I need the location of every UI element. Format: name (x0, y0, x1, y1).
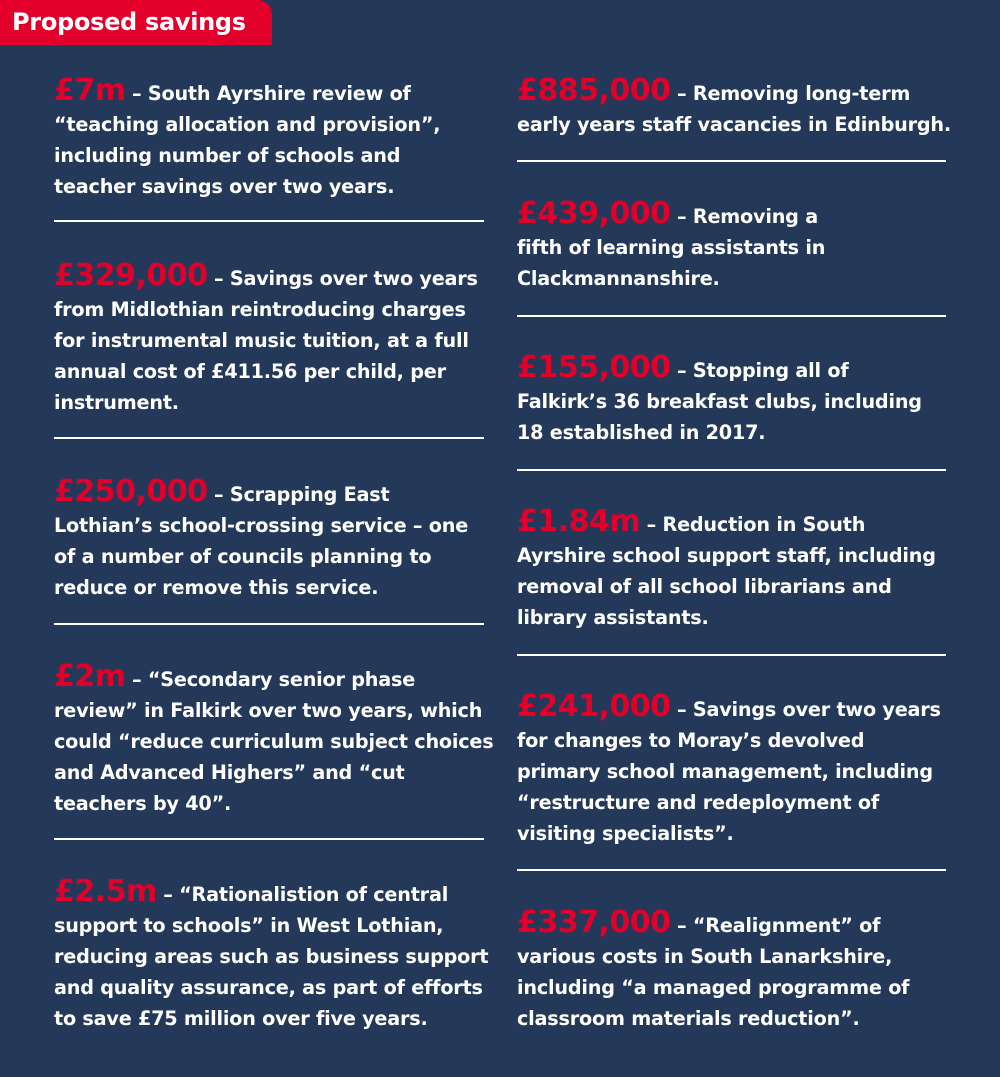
saving-description: – Savings over two years for changes to Moray’s devolved primary school management, including “restructure and redeployment of visiting specialists”. (517, 698, 941, 845)
saving-description: – South Ayrshire review of “teaching allocation and provision”, including number of schools and teacher savings over two years. (54, 82, 441, 198)
page-title: Proposed savings (12, 7, 246, 36)
saving-item (517, 198, 837, 294)
saving-amount: £329,000 (54, 258, 208, 293)
saving-description: – Stopping all of Falkirk’s 36 breakfast clubs, including 18 established in 2017. (517, 359, 922, 444)
saving-description: – Scrapping East Lothian’s school-crossing service – one of a number of councils planning to reduce or remove this service. (54, 483, 469, 599)
saving-description: – “Realignment” of various costs in South Lanarkshire, including “a managed programme of classroom materials reduction”. (517, 914, 910, 1030)
saving-item (517, 75, 957, 140)
saving-description: – Reduction in South Ayrshire school support staff, including removal of all school librarians and library assistants. (517, 513, 936, 629)
divider (517, 869, 946, 871)
saving-amount: £241,000 (517, 689, 671, 724)
divider (517, 654, 946, 656)
saving-item (54, 661, 494, 819)
saving-description: – “Secondary senior phase review” in Falkirk over two years, which could “reduce curriculum subject choices and Advanced Highers” and “cut teachers by 40”. (54, 668, 494, 815)
saving-amount: £2m (54, 659, 126, 694)
saving-amount: £2.5m (54, 874, 157, 909)
saving-amount: £250,000 (54, 474, 208, 509)
saving-description: – Savings over two years from Midlothian reintroducing charges for instrumental music tuition, at a full annual cost of £411.56 per child, per instrument. (54, 267, 478, 414)
divider (54, 437, 484, 439)
divider (517, 160, 946, 162)
saving-amount: £7m (54, 73, 126, 108)
header-tab (0, 0, 272, 45)
divider (517, 315, 946, 317)
saving-item (54, 476, 474, 603)
divider (54, 838, 484, 840)
saving-amount: £155,000 (517, 350, 671, 385)
saving-description: – “Rationalistion of central support to schools” in West Lothian, reducing areas such as business support and quality assurance, as part of efforts to save £75 million over five years. (54, 883, 489, 1030)
saving-item (517, 907, 917, 1034)
saving-amount: £1.84m (517, 504, 641, 539)
saving-item (517, 691, 942, 849)
saving-item (54, 876, 494, 1034)
saving-item (517, 506, 942, 633)
divider (517, 469, 946, 471)
saving-amount: £439,000 (517, 196, 671, 231)
saving-amount: £885,000 (517, 73, 671, 108)
saving-item (517, 352, 927, 448)
saving-item (54, 260, 494, 418)
saving-description: – Removing a fifth of learning assistants in Clackmannanshire. (517, 205, 826, 290)
divider (54, 623, 484, 625)
divider (54, 220, 484, 222)
saving-description: – Removing long-term early years staff vacancies in Edinburgh. (517, 82, 951, 136)
saving-amount: £337,000 (517, 905, 671, 940)
saving-item (54, 75, 454, 202)
